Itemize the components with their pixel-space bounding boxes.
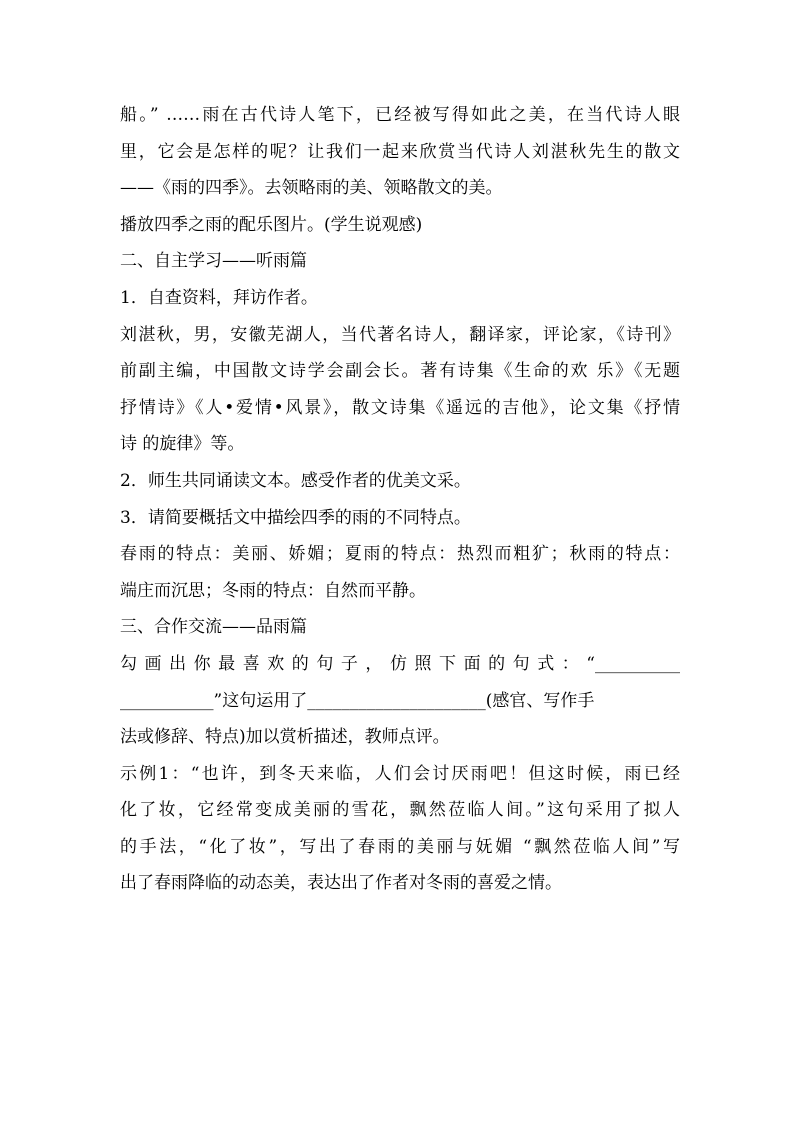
example-line: 的手法，“化了妆”，写出了春雨的美丽与妩媚 “飘然莅临人间”写 xyxy=(120,836,680,857)
document-body xyxy=(120,97,680,902)
list-item: 3．请简要概括文中描绘四季的雨的不同特点。 xyxy=(120,507,471,528)
example-line: 出了春雨降临的动态美，表达出了作者对冬雨的喜爱之情。 xyxy=(120,873,562,894)
section-heading: 二、自主学习——听雨篇 xyxy=(120,251,307,272)
section-heading: 三、合作交流——品雨篇 xyxy=(120,617,307,638)
text-line: 里，它会是怎样的呢？让我们一起来欣赏当代诗人刘湛秋先生的散文 xyxy=(120,141,680,162)
text-line: 船。” ……雨在古代诗人笔下，已经被写得如此之美，在当代诗人眼 xyxy=(120,105,680,125)
example-line: 化了妆，它经常变成美丽的雪花，飘然莅临人间。”这句采用了拟人 xyxy=(120,800,680,821)
example-line: 示例1：“也许，到冬天来临，人们会讨厌雨吧！但这时候，雨已经 xyxy=(120,763,680,784)
text-line: 端庄而沉思；冬雨的特点：自然而平静。 xyxy=(120,580,426,601)
text-line: 播放四季之雨的配乐图片。(学生说观感) xyxy=(120,214,423,235)
text-line: ——《雨的四季》。去领略雨的美、领略散文的美。 xyxy=(120,178,503,199)
text-line: 刘湛秋，男，安徽芜湖人，当代著名诗人，翻译家，评论家，《诗刊》 xyxy=(120,324,680,345)
text-line: 勾画出你最喜欢的句子，仿照下面的句式：“__________ xyxy=(120,653,680,674)
text-line: 法或修辞、特点)加以赏析描述，教师点评。 xyxy=(120,727,450,748)
text-line: ___________”这句运用了_____________________(感官、写作手 xyxy=(120,690,595,711)
text-line: 春雨的特点：美丽、娇媚；夏雨的特点：热烈而粗犷；秋雨的特点： xyxy=(120,544,680,565)
list-item: 2．师生共同诵读文本。感受作者的优美文采。 xyxy=(120,470,471,491)
text-line: 诗 的旋律》等。 xyxy=(120,434,245,455)
text-line: 前副主编，中国散文诗学会副会长。著有诗集《生命的欢 乐》《无题 xyxy=(120,361,680,382)
text-line: 抒情诗》《人•爱情•风景》，散文诗集《遥远的吉他》，论文集《抒情 xyxy=(120,397,680,418)
list-item: 1．自查资料，拜访作者。 xyxy=(120,287,318,308)
